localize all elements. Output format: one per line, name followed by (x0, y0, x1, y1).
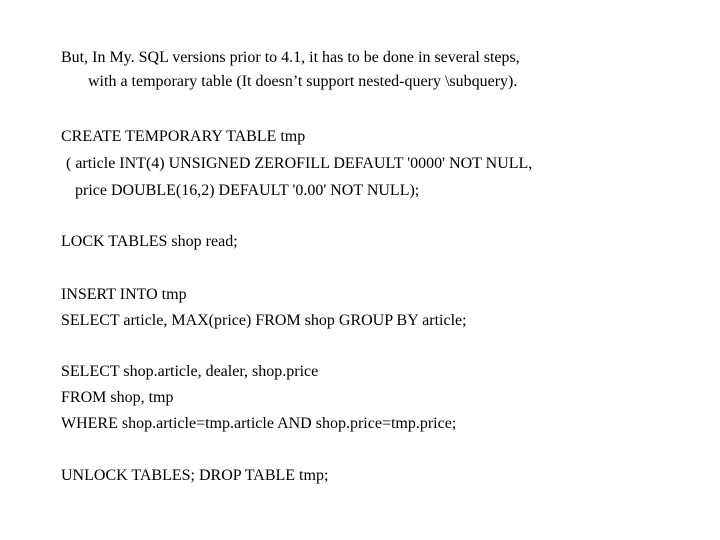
unlock-drop-line: UNLOCK TABLES; DROP TABLE tmp; (61, 467, 329, 484)
article-column-line: ( article INT(4) UNSIGNED ZEROFILL DEFAULT '0000' NOT NULL, (66, 155, 533, 172)
select-columns-line: SELECT shop.article, dealer, shop.price (61, 363, 319, 380)
lock-tables-line: LOCK TABLES shop read; (61, 233, 238, 250)
where-line: WHERE shop.article=tmp.article AND shop.price=tmp.price; (61, 415, 457, 432)
create-table-line: CREATE TEMPORARY TABLE tmp (61, 128, 306, 145)
insert-into-line: INSERT INTO tmp (61, 286, 187, 303)
intro-line-1: But, In My. SQL versions prior to 4.1, it has to be done in several steps, (61, 49, 520, 66)
price-column-line: price DOUBLE(16,2) DEFAULT '0.00' NOT NULL); (75, 182, 420, 199)
insert-select-line: SELECT article, MAX(price) FROM shop GROUP BY article; (61, 312, 467, 329)
intro-line-2: with a temporary table (It doesn’t support nested-query \subquery). (88, 73, 518, 90)
from-line: FROM shop, tmp (61, 389, 174, 406)
